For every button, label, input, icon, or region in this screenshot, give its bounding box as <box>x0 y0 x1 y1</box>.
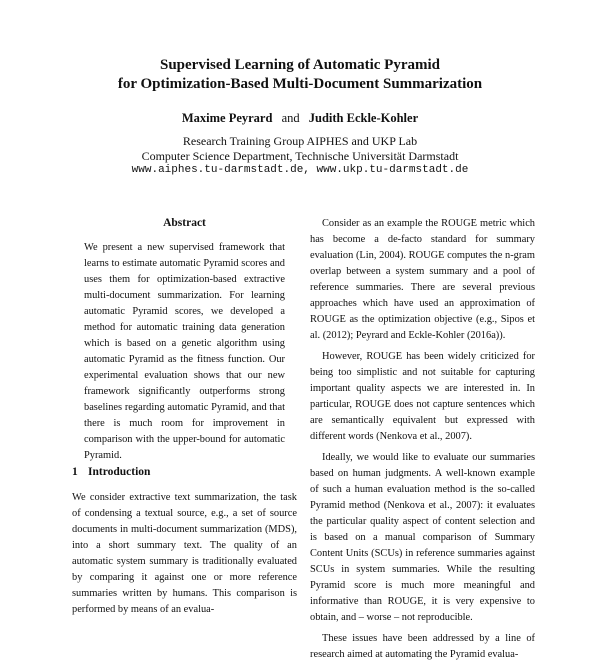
affiliation-line-2: Computer Science Department, Technische Universität Darmstadt <box>141 149 459 163</box>
body-paragraph: Consider as an example the ROUGE metric which has become a de-facto standard for summary evaluation (Lin, 2004). ROUGE computes the n-gram overlap between a system summary and a pool of reference summaries. There are several previous approaches which have used an approximation of ROUGE as the optimization objective (e.g., Sipos et al. (2012); Peyrard and Eckle-Kohler (2016a)). <box>310 218 535 341</box>
body-paragraph: We consider extractive text summarization, the task of condensing a textual source, e.g., a set of source documents in multi-document summarization (MDS), into a short summary text. The quality of an automatic system summary is traditionally evaluated by comparing it against one or more reference summaries written by humans. This comparison is performed by means of an evalua- <box>72 492 297 615</box>
section-title: Introduction <box>88 466 151 478</box>
abstract-heading: Abstract <box>163 217 206 229</box>
right-column-body <box>310 216 535 668</box>
author-name: Maxime Peyrard <box>181 111 273 125</box>
abstract-body <box>72 240 297 469</box>
section-number: 1 <box>72 466 78 478</box>
paper-title-line-1: Supervised Learning of Automatic Pyramid <box>160 57 440 73</box>
affiliation-line-1: Research Training Group AIPHES and UKP Lab <box>182 134 418 148</box>
author-name: Judith Eckle-Kohler <box>308 111 419 125</box>
abstract-paragraph: We present a new supervised framework that learns to estimate automatic Pyramid scores and uses them for optimization-based extractive multi-document summarization. For learning automatic Pyramid scores, we developed a method for automatic training data generation which is based on a genetic algorithm using automatic Pyramid as the fitness function. Our experimental evaluation shows that our new framework significantly outperforms strong baselines regarding automatic Pyramid, and that there is much room for improvement in comparison with the upper-bound for automatic Pyramid. <box>84 242 285 461</box>
body-paragraph: Ideally, we would like to evaluate our summaries based on human judgments. A well-known example of such a human evaluation method is the so-called Pyramid method (Nenkova et al., 2007): it evaluates the particular quality aspect of content selection and is based on a manual comparison of Summary Content Units (SCUs) in reference summaries against SCUs in system summaries. While the resulting Pyramid score is much more meaningful and informative than ROUGE, it is very expensive to obtain, and – worse – not reproducible. <box>310 452 535 623</box>
section-heading-introduction <box>72 465 297 479</box>
author-conjunction: and <box>281 111 300 125</box>
author-line <box>0 110 600 126</box>
body-paragraph: These issues have been addressed by a line of research aimed at automating the Pyramid evalua- <box>310 633 535 660</box>
affiliation-urls: www.aiphes.tu-darmstadt.de, www.ukp.tu-darmstadt.de <box>131 164 469 176</box>
body-paragraph: However, ROUGE has been widely criticized for being too simplistic and not suitable for capturing important quality aspects we are interested in. In particular, ROUGE does not capture sentences which are semantically equivalent but expressed with different words (Nenkova et al., 2007). <box>310 351 535 442</box>
paper-title-line-2: for Optimization-Based Multi-Document Summarization <box>117 76 483 92</box>
introduction-body <box>72 490 297 623</box>
